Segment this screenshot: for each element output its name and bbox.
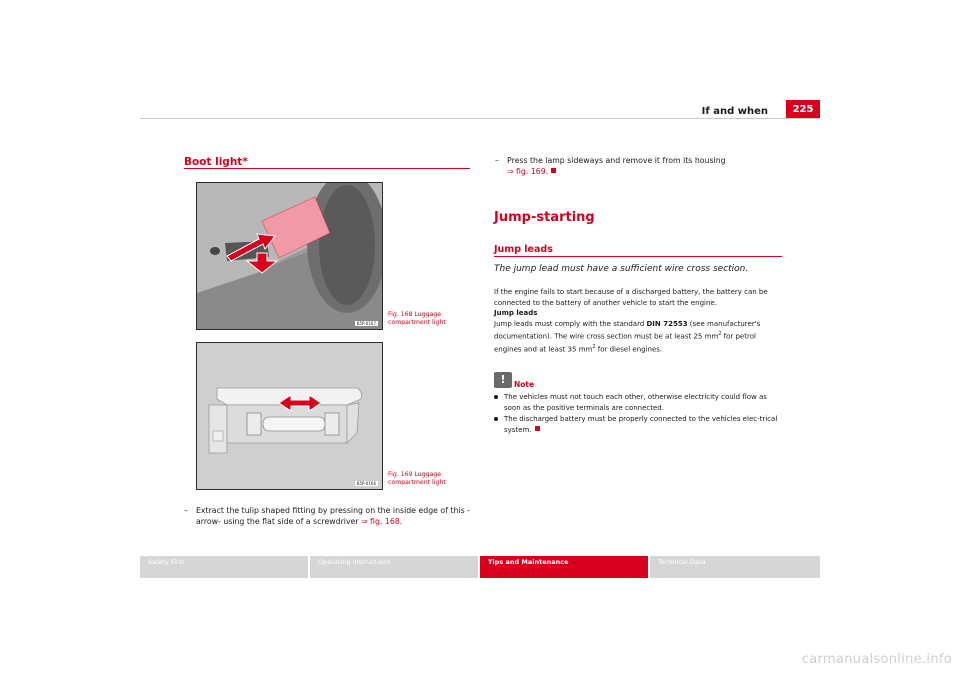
list-item: The discharged battery must be properly connected to the vehicles elec-trical system. <box>494 414 784 435</box>
fig-168-link[interactable]: ⇒ fig. 168 <box>361 517 400 526</box>
tab-technical-data[interactable]: Technical Data <box>650 556 820 578</box>
note-label: Note <box>514 380 535 389</box>
figure-168-code: B5P-0167 <box>356 321 376 326</box>
step-press-lamp: – Press the lamp sideways and remove it from its housing ⇒ fig. 169. <box>495 156 726 176</box>
page-number: 225 <box>786 100 820 119</box>
sub-section-rule <box>494 256 782 257</box>
section-title: Boot light* <box>184 156 248 168</box>
bullet-icon <box>494 395 498 399</box>
figure-168-image <box>196 182 383 330</box>
chapter-title: Jump-starting <box>494 210 595 225</box>
step-extract-fitting: – Extract the tulip shaped fitting by pressing on the inside edge of this -arrow- using the flat side of a screwdriver ⇒ fig. 168. <box>184 506 470 526</box>
fig-169-link[interactable]: ⇒ fig. 169 <box>507 167 546 176</box>
sub-section-title: Jump leads <box>494 244 553 255</box>
tab-tips-and-maintenance[interactable]: Tips and Maintenance <box>480 556 648 578</box>
site-watermark: carmanualsonline.info <box>801 652 952 667</box>
info-note-icon: ! <box>494 372 512 388</box>
bullet-icon <box>494 417 498 421</box>
figure-169-image <box>196 342 383 490</box>
tab-operating-instructions[interactable]: Operating instructions <box>310 556 478 578</box>
note-header <box>494 372 774 392</box>
paragraph-heading-jump-leads: Jump leads <box>494 309 538 317</box>
lead-sentence: The jump lead must have a sufficient wire cross section. <box>494 264 749 274</box>
tab-safety-first[interactable]: Safety First <box>140 556 308 578</box>
figure-168-caption: Fig. 168 Luggage compartment light <box>388 311 446 326</box>
body-text <box>494 287 784 355</box>
section-rule <box>184 168 470 169</box>
figure-169-code: B5P-0166 <box>356 481 376 486</box>
list-item: The vehicles must not touch each other, otherwise electricity could flow as soon as the positive terminals are connected. <box>494 392 784 413</box>
header-rule <box>140 118 820 119</box>
boot-light-photo <box>197 183 382 329</box>
page-header-title: If and when <box>701 106 768 117</box>
paragraph-discharged-battery: If the engine fails to start because of a discharged battery, the battery can be connected to the battery of another vehicle to start the engine. <box>494 288 768 307</box>
note-list <box>494 392 784 436</box>
paragraph-jump-leads: Jump leads must comply with the standard DIN 72553 (see manufacturer's documentation). The wire cross section must be at least 25 $mm^2$ for petrol engines and at least 35 $mm^2$ for diesel engines. <box>494 319 761 354</box>
lamp-housing-drawing <box>197 343 382 489</box>
end-marker <box>551 168 556 173</box>
figure-169-caption: Fig. 169 Luggage compartment light <box>388 471 446 486</box>
end-marker <box>535 426 540 431</box>
